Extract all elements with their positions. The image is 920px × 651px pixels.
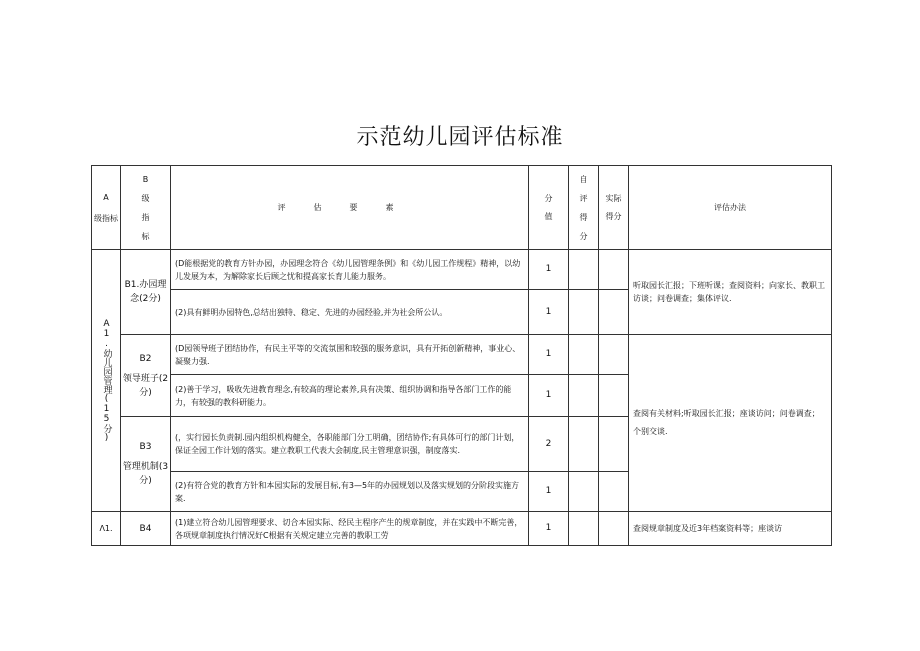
header-requirements: 评估要素 <box>171 166 529 250</box>
b4-label: B4 <box>121 512 171 546</box>
actual-score-cell <box>599 375 629 417</box>
table-row <box>92 512 832 546</box>
self-score-cell <box>569 472 599 512</box>
a-label-continued: Λ1. <box>92 512 121 546</box>
self-score-cell <box>569 512 599 546</box>
header-method: 评估办法 <box>629 166 832 250</box>
method-text: 查阅有关材料;听取园长汇报；座谈访问；问卷调查；个别交谈. <box>629 335 832 512</box>
requirement-text: (D园领导班子团结协作，有民主平等的交流氛围和较强的服务意识，具有开拓创新精神，事业心、凝聚力强. <box>171 335 529 375</box>
table-row <box>92 250 832 290</box>
self-score-cell <box>569 375 599 417</box>
header-row <box>92 166 832 250</box>
requirement-text: (2)善于学习，吸收先进教育理念,有较高的理论素养,具有决策、组织协调和指导各部门工作的能力，有较强的教科研能力。 <box>171 375 529 417</box>
actual-score-cell <box>599 290 629 335</box>
score-value: 1 <box>529 250 569 290</box>
evaluation-table <box>91 165 832 546</box>
requirement-text: (，实行园长负责制.园内组织机构健全，各职能部门分工明确，团结协作;有具体可行的部门计划，保证全园工作计划的落实。建立教职工代表大会制度,民主管理意识强，制度落实. <box>171 417 529 472</box>
page-title: 示范幼儿园评估标准 <box>356 125 564 150</box>
b3-label: B3 管理机制(3 分) <box>121 417 171 512</box>
method-text: 查阅规章制度及近3年档案资料等；座谈访 <box>629 512 832 546</box>
requirement-text: (D能根据党的教育方针办园，办园理念符合《幼儿园管理条例》和《幼儿园工作规程》精神，以幼儿发展为本，为解除家长后顾之忧和提高家长育儿能力服务。 <box>171 250 529 290</box>
score-value: 1 <box>529 512 569 546</box>
score-value: 1 <box>529 335 569 375</box>
score-value: 1 <box>529 375 569 417</box>
requirement-text: (2)具有鲜明办园特色,总结出独特、稳定、先进的办园经验,并为社会所公认。 <box>171 290 529 335</box>
b1-label: B1.办园理念(2分) <box>121 250 171 335</box>
actual-score-cell <box>599 335 629 375</box>
requirement-text: (1)建立符合幼儿园管理要求、切合本园实际、经民主程序产生的规章制度，并在实践中不断完善，各项规章制度执行情况好C根据有关规定建立完善的教职工劳 <box>171 512 529 546</box>
b2-label: B2 领导班子(2 分) <box>121 335 171 417</box>
header-a-level: A 级指标 <box>92 166 121 250</box>
header-actual-score: 实际 得分 <box>599 166 629 250</box>
actual-score-cell <box>599 512 629 546</box>
header-self-score: 自 评 得 分 <box>569 166 599 250</box>
table-row <box>92 335 832 375</box>
score-value: 1 <box>529 290 569 335</box>
header-score: 分 值 <box>529 166 569 250</box>
actual-score-cell <box>599 250 629 290</box>
score-value: 1 <box>529 472 569 512</box>
self-score-cell <box>569 335 599 375</box>
self-score-cell <box>569 290 599 335</box>
actual-score-cell <box>599 417 629 472</box>
self-score-cell <box>569 250 599 290</box>
a1-label: A1.幼儿园管理(15分) <box>92 250 121 512</box>
self-score-cell <box>569 417 599 472</box>
score-value: 2 <box>529 417 569 472</box>
method-text: 听取园长汇报；下班听课；查阅资料；向家长、教职工访谈；问卷调查；集体评议. <box>629 250 832 335</box>
requirement-text: (2)有符合党的教育方针和本园实际的发展目标,有3—5年的办园规划以及落实规划的分阶段实施方案. <box>171 472 529 512</box>
actual-score-cell <box>599 472 629 512</box>
header-b-level: B 级 指 标 <box>121 166 171 250</box>
